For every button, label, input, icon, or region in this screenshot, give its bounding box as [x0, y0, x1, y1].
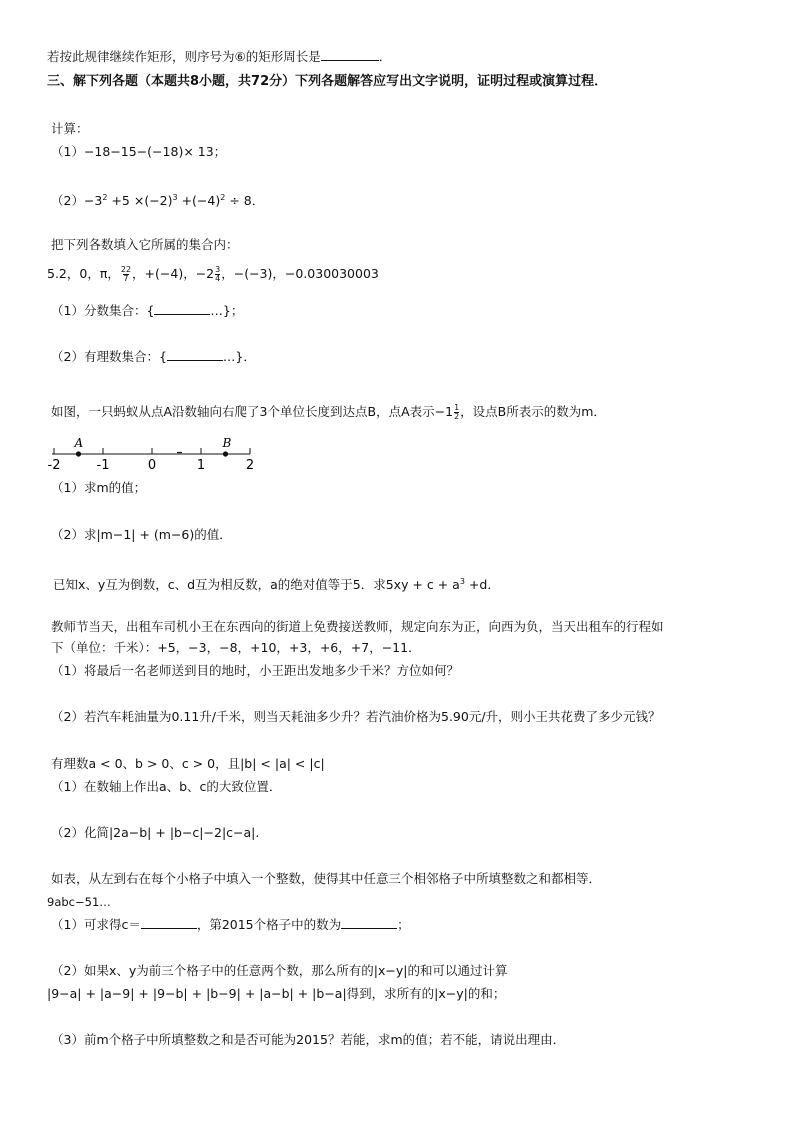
- q7-table: 9abc−51…: [47, 895, 111, 909]
- q7-part3: （3）前m个格子中所填整数之和是否可能为2015？若能，求m的值；若不能，请说出理由．: [51, 1032, 566, 1047]
- q2-intro: 把下列各数填入它所属的集合内：: [51, 237, 239, 252]
- fraction-22-7: $\frac{22}{7}$: [120, 265, 132, 283]
- axis-tick-label: 2: [245, 458, 255, 473]
- q5-part1: （1）将最后一名老师送到目的地时，小王距出发地多少千米？方位如何？: [51, 663, 459, 678]
- point-b: [223, 451, 228, 456]
- section-heading: 三、解下列各题（本题共8小题，共72分）下列各题解答应写出文字说明，证明过程或演算过程．: [47, 74, 608, 89]
- q1-intro: 计算：: [51, 121, 89, 136]
- q6-part1: （1）在数轴上作出a、b、c的大致位置．: [51, 779, 282, 794]
- axis-tick-label: 0: [147, 458, 157, 473]
- q5-part2: （2）若汽车耗油量为0.11升/千米，则当天耗油多少升？若汽油价格为5.90元/升，则小王共花费了多少元钱？: [51, 709, 661, 724]
- q7-intro: 如表，从左到右在每个小格子中填入一个整数，使得其中任意三个相邻格子中所填整数之和都相等．: [51, 871, 602, 886]
- point-a-label: A: [74, 436, 84, 450]
- q6-intro: 有理数a < 0、b > 0、c > 0，且|b| < |a| < |c|: [51, 756, 325, 771]
- fraction-3-4: $\frac{3}{4}$: [215, 265, 221, 283]
- axis-tick-label: 1: [196, 458, 206, 473]
- answer-blank: [141, 916, 197, 929]
- q7-part1: （1）可求得c＝ ，第2015个格子中的数为 ；: [51, 917, 410, 932]
- q2-part2: （2）有理数集合：{ …}．: [51, 349, 256, 364]
- q5-intro-line1: 教师节当天，出租车司机小王在东西向的街道上免费接送教师，规定向东为正，向西为负，当天出租车的行程如: [51, 619, 664, 634]
- axis-tick-label: -1: [96, 458, 110, 473]
- answer-blank: [154, 302, 210, 315]
- q1-part2: $(2)-3^2 +5 \times(-2)^3 +(-4)^2 \div 8$．: [51, 193, 265, 208]
- answer-blank: [167, 348, 223, 361]
- q1-part1: （1）−18−15−(−18)× 13；: [51, 144, 227, 159]
- answer-blank: [321, 48, 379, 61]
- point-b-label: B: [222, 436, 232, 450]
- axis-tick-label: -2: [47, 458, 61, 473]
- q3-intro: 如图，一只蚂蚁从点A沿数轴向右爬了3个单位长度到达点B，点A表示−1 $\frac{1}{2}$ ，设点B所表示的数为m．: [51, 403, 606, 421]
- fraction-1-2: $\frac{1}{2}$: [454, 403, 460, 421]
- q2-numbers: 5.2，0，π， $\frac{22}{7}$ ，+(−4)，−2 $\frac{3}{4}$ ，−(−3)，−0.030030003: [47, 265, 379, 283]
- q2-part1: （1）分数集合：{ …}；: [51, 303, 244, 318]
- q7-part2-line2: |9−a| + |a−9| + |9−b| + |b−9| + |a−b| + |b−a|得到，求所有的|x−y|的和；: [47, 986, 506, 1001]
- q3-part1: （1）求m的值；: [51, 480, 147, 495]
- q7-part2-line1: （2）如果x、y为前三个格子中的任意两个数，那么所有的|x−y|的和可以通过计算: [51, 963, 508, 978]
- q6-part2: （2）化简|2a−b| + |b−c|−2|c−a|.: [51, 825, 260, 840]
- answer-blank: [341, 916, 397, 929]
- number-line: [44, 434, 274, 474]
- q4-text: 已知x、y互为倒数，c、d互为相反数，a的绝对值等于5．求$5xy + c + a^3 +d$．: [53, 577, 500, 592]
- continuation-line: 若按此规律继续作矩形，则序号为⑥的矩形周长是 ．: [47, 49, 392, 64]
- point-a: [76, 451, 81, 456]
- q3-part2: （2）求|m−1| + (m−6)的值．: [51, 527, 232, 542]
- q5-intro-line2: 下（单位：千米）：+5，−3，−8，+10，+3，+6，+7，−11．: [51, 640, 421, 655]
